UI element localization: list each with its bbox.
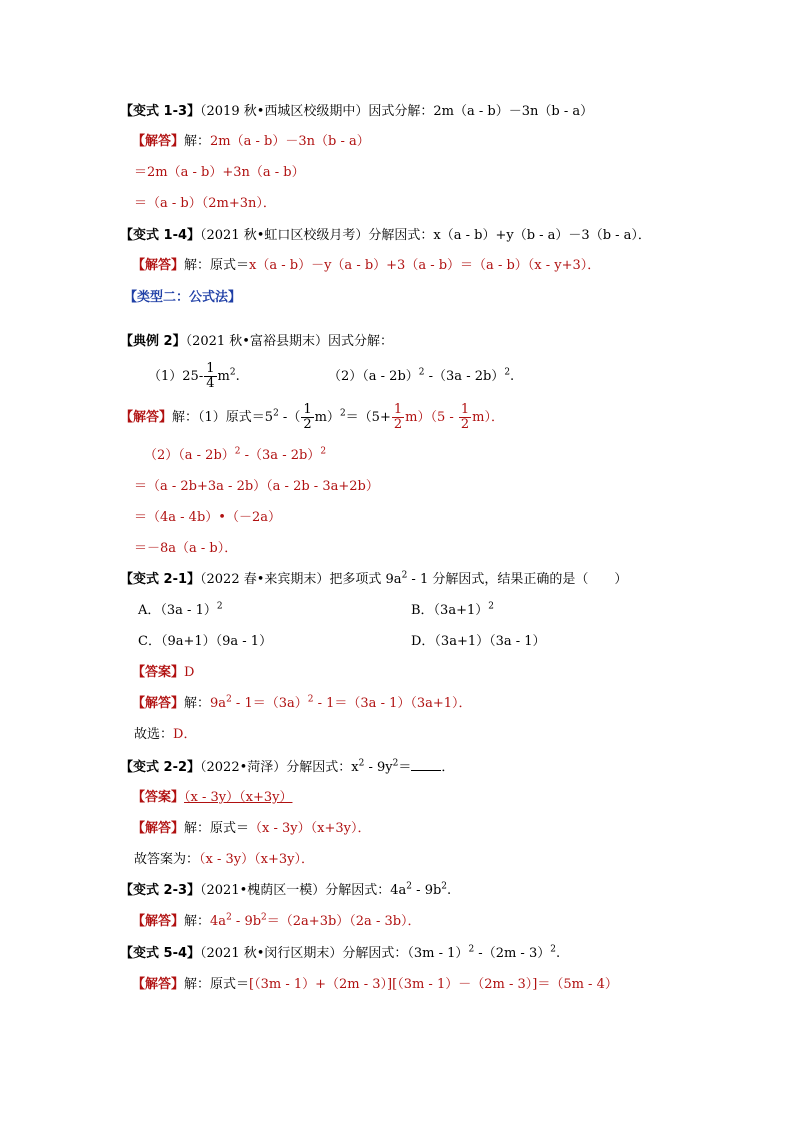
variant-1-3-solution-line-3: ＝（a - b）（2m+3n）． [134, 196, 276, 211]
variant-5-4-question: 【变式 5-4】（2021 秋•闵行区期末）分解因式：（3m - 1）$^2$ -（2m - 3）$^2$. [120, 944, 561, 961]
option-d: D．（3a+1）（3a - 1） [411, 634, 546, 649]
variant-2-1-question: 【变式 2-1】（2022 春•来宾期末）把多项式 $9a^2 - 1$ 分解因式，结果正确的是（ ） [120, 570, 628, 587]
variant-2-3-question: 【变式 2-3】（2021•槐荫区一模）分解因式：$4a^2 - 9b^2$. [120, 881, 452, 898]
variant-2-2-final: 故答案为：（x - 3y）（x+3y）． [134, 852, 314, 867]
example-2-subquestion-1: （1）25- $\frac{1}{4}$ $m^2$. [148, 361, 240, 391]
variant-2-1-answer: 【答案】D [132, 665, 195, 680]
option-b: B．$(3a+1)^2$ [411, 601, 494, 618]
fraction: $\frac{1}{2}$ [393, 402, 403, 432]
variant-1-4-question: 【变式 1-4】（2021 秋•虹口区校级月考）分解因式：x（a - b）+y（b - a）－3（b - a）． [120, 228, 651, 243]
variant-1-3-solution-line-1: 【解答】解：2m（a - b）－3n（b - a） [132, 134, 370, 149]
fraction: $\frac{1}{2}$ [460, 402, 470, 432]
variant-2-1-choice: 故选：D． [134, 727, 197, 742]
option-c: C．（9a+1）（9a - 1） [138, 634, 273, 649]
fraction: $\frac{1}{4}$ [206, 361, 215, 391]
example-2-question: 【典例 2】（2021 秋•富裕县期末）因式分解： [120, 334, 393, 349]
example-2-subquestion-2: （2）（a - 2b）$^2$ -（3a - 2b）$^2$. [328, 367, 515, 384]
variant-2-2-answer: 【答案】（x - 3y）（x+3y） [132, 790, 293, 805]
variant-1-3-solution-line-2: ＝2m（a - b）+3n（a - b） [134, 165, 305, 180]
answer-blank [411, 757, 441, 771]
fraction: $\frac{1}{2}$ [303, 402, 312, 432]
variant-2-3-solution: 【解答】解：$4a^2 - 9b^2=(2a+3b)(2a - 3b)$． [132, 912, 421, 929]
example-2-solution-2-line-3: ＝（4a - 4b）•（－2a） [134, 510, 281, 525]
section-heading-type-2: 【类型二：公式法】 [124, 290, 242, 305]
variant-2-1-solution: 【解答】解：$9a^2 - 1=(3a)^2 - 1=(3a - 1)(3a+1)$． [132, 694, 472, 711]
option-a: A．（3a - 1）$^2$ [138, 601, 223, 618]
variant-2-2-solution: 【解答】解：原式＝（x - 3y）（x+3y）． [132, 821, 371, 836]
example-2-solution-2-line-2: ＝（a - 2b+3a - 2b）（a - 2b - 3a+2b） [134, 479, 379, 494]
variant-2-2-question: 【变式 2-2】（2022•菏泽）分解因式：$x^2 - 9y^2=$ ． [120, 758, 455, 775]
variant-5-4-solution: 【解答】解：原式＝[（3m - 1）+（2m - 3）][（3m - 1）－（2m - 3）]＝（5m - 4） [132, 977, 618, 992]
example-2-solution-2-line-4: ＝－8a（a - b）． [134, 541, 238, 556]
variant-1-4-solution: 【解答】解：原式＝x（a - b）－y（a - b）+3（a - b）＝（a - b）（x - y+3）． [132, 258, 601, 273]
example-2-solution-2-line-1: （2）（a - 2b）$^2$ -（3a - 2b）$^2$ [144, 446, 327, 463]
variant-1-3-question: 【变式 1-3】（2019 秋•西城区校级期中）因式分解：2m（a - b）－3n（b - a） [120, 104, 594, 119]
example-2-solution-1: 【解答】解：（1）原式$=5^2$ -（ $\frac{1}{2}$ m）$^2$＝（5+ $\frac{1}{2}$ m）（5 - $\frac{1}{2}$ m）． [120, 402, 504, 432]
